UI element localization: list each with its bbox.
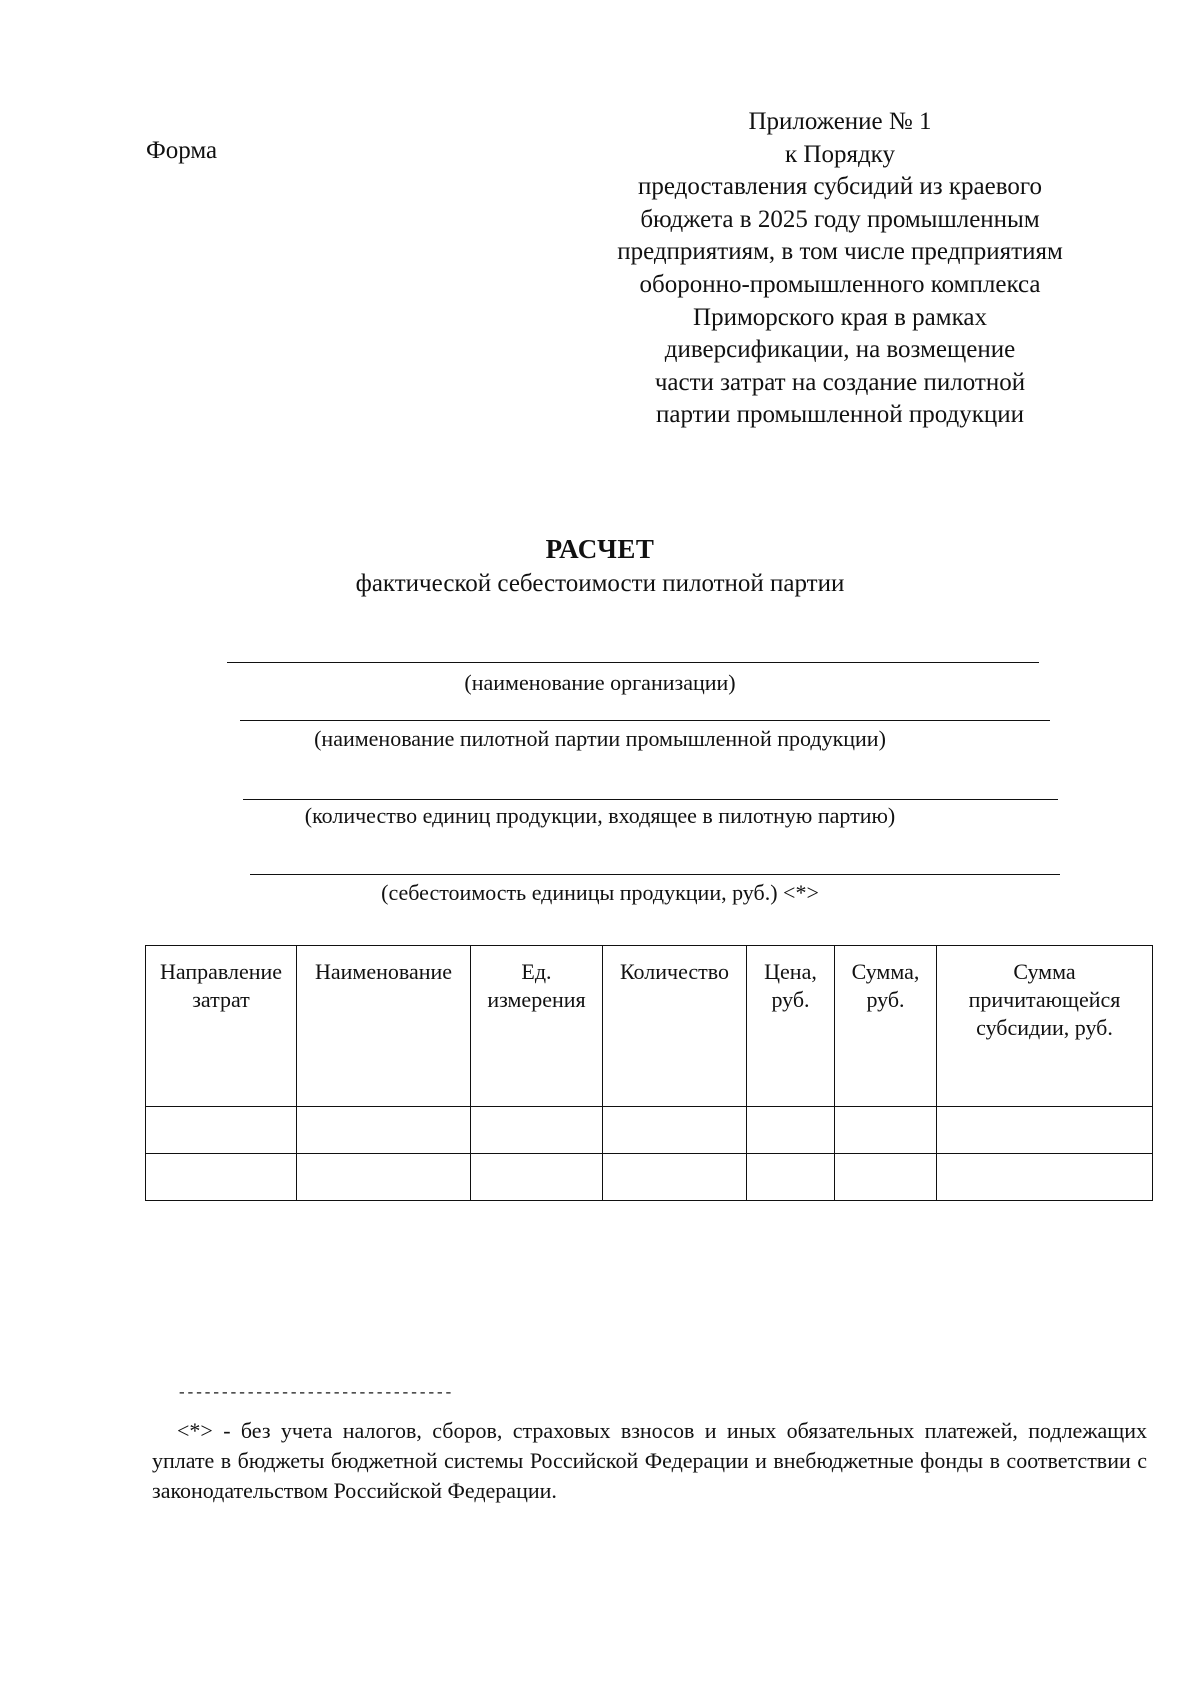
- appendix-block: [560, 106, 1120, 432]
- table-cell[interactable]: [471, 1154, 603, 1201]
- table-row: [146, 1107, 1153, 1154]
- appendix-line: к Порядку: [785, 140, 895, 168]
- table-cell[interactable]: [297, 1154, 471, 1201]
- column-header-price: Цена, руб.: [747, 946, 835, 1107]
- table-cell[interactable]: [603, 1154, 747, 1201]
- appendix-line: части затрат на создание пилотной: [654, 368, 1026, 396]
- table-cell[interactable]: [603, 1107, 747, 1154]
- column-header-unit: Ед. измерения: [471, 946, 603, 1107]
- table-cell[interactable]: [146, 1107, 297, 1154]
- unit-cost-caption: (себестоимость единицы продукции, руб.) <*>: [381, 880, 819, 905]
- table-header-row: [146, 946, 1153, 1107]
- appendix-line: диверсификации, на возмещение: [664, 336, 1016, 364]
- organization-name-caption: (наименование организации): [464, 670, 736, 695]
- document-subtitle: фактической себестоимости пилотной партии: [355, 570, 845, 597]
- organization-name-line[interactable]: [227, 662, 1039, 663]
- table-row: [146, 1154, 1153, 1201]
- unit-cost-line[interactable]: [250, 874, 1060, 875]
- table-cell[interactable]: [297, 1107, 471, 1154]
- table-cell[interactable]: [747, 1107, 835, 1154]
- appendix-line: предприятиям, в том числе предприятиям: [617, 238, 1063, 266]
- column-header-cost-direction: Направление затрат: [146, 946, 297, 1107]
- document-title: РАСЧЕТ: [545, 534, 655, 564]
- column-header-quantity: Количество: [603, 946, 747, 1107]
- column-header-sum: Сумма, руб.: [835, 946, 937, 1107]
- appendix-line: бюджета в 2025 году промышленным: [640, 205, 1040, 233]
- table-cell[interactable]: [835, 1154, 937, 1201]
- footnote-text: <*> - без учета налогов, сборов, страховых взносов и иных обязательных платежей, подлежащих уплате в бюджеты бюджетной системы Российской Федерации и внебюджетные фонды в соответствии с законодательством Российской Федерации.: [152, 1418, 1147, 1503]
- unit-quantity-line[interactable]: [243, 799, 1058, 800]
- column-header-name: Наименование: [297, 946, 471, 1107]
- table-cell[interactable]: [937, 1154, 1153, 1201]
- appendix-line: Приморского края в рамках: [693, 303, 987, 331]
- appendix-line: предоставления субсидий из краевого: [638, 173, 1042, 201]
- table-cell[interactable]: [937, 1107, 1153, 1154]
- form-label: Форма: [146, 137, 218, 164]
- table-cell[interactable]: [146, 1154, 297, 1201]
- column-header-subsidy-sum: Сумма причитающейся субсидии, руб.: [937, 946, 1153, 1107]
- unit-quantity-caption: (количество единиц продукции, входящее в пилотную партию): [304, 803, 896, 828]
- appendix-line: партии промышленной продукции: [656, 401, 1024, 429]
- cost-table: [145, 945, 1153, 1201]
- table-cell[interactable]: [747, 1154, 835, 1201]
- table-cell[interactable]: [835, 1107, 937, 1154]
- appendix-line: Приложение № 1: [748, 108, 932, 135]
- table-cell[interactable]: [471, 1107, 603, 1154]
- pilot-batch-name-caption: (наименование пилотной партии промышленной продукции): [314, 726, 886, 751]
- appendix-line: оборонно-промышленного комплекса: [639, 270, 1041, 298]
- pilot-batch-name-line[interactable]: [240, 720, 1050, 721]
- footnote-separator: --------------------------------: [177, 1384, 453, 1402]
